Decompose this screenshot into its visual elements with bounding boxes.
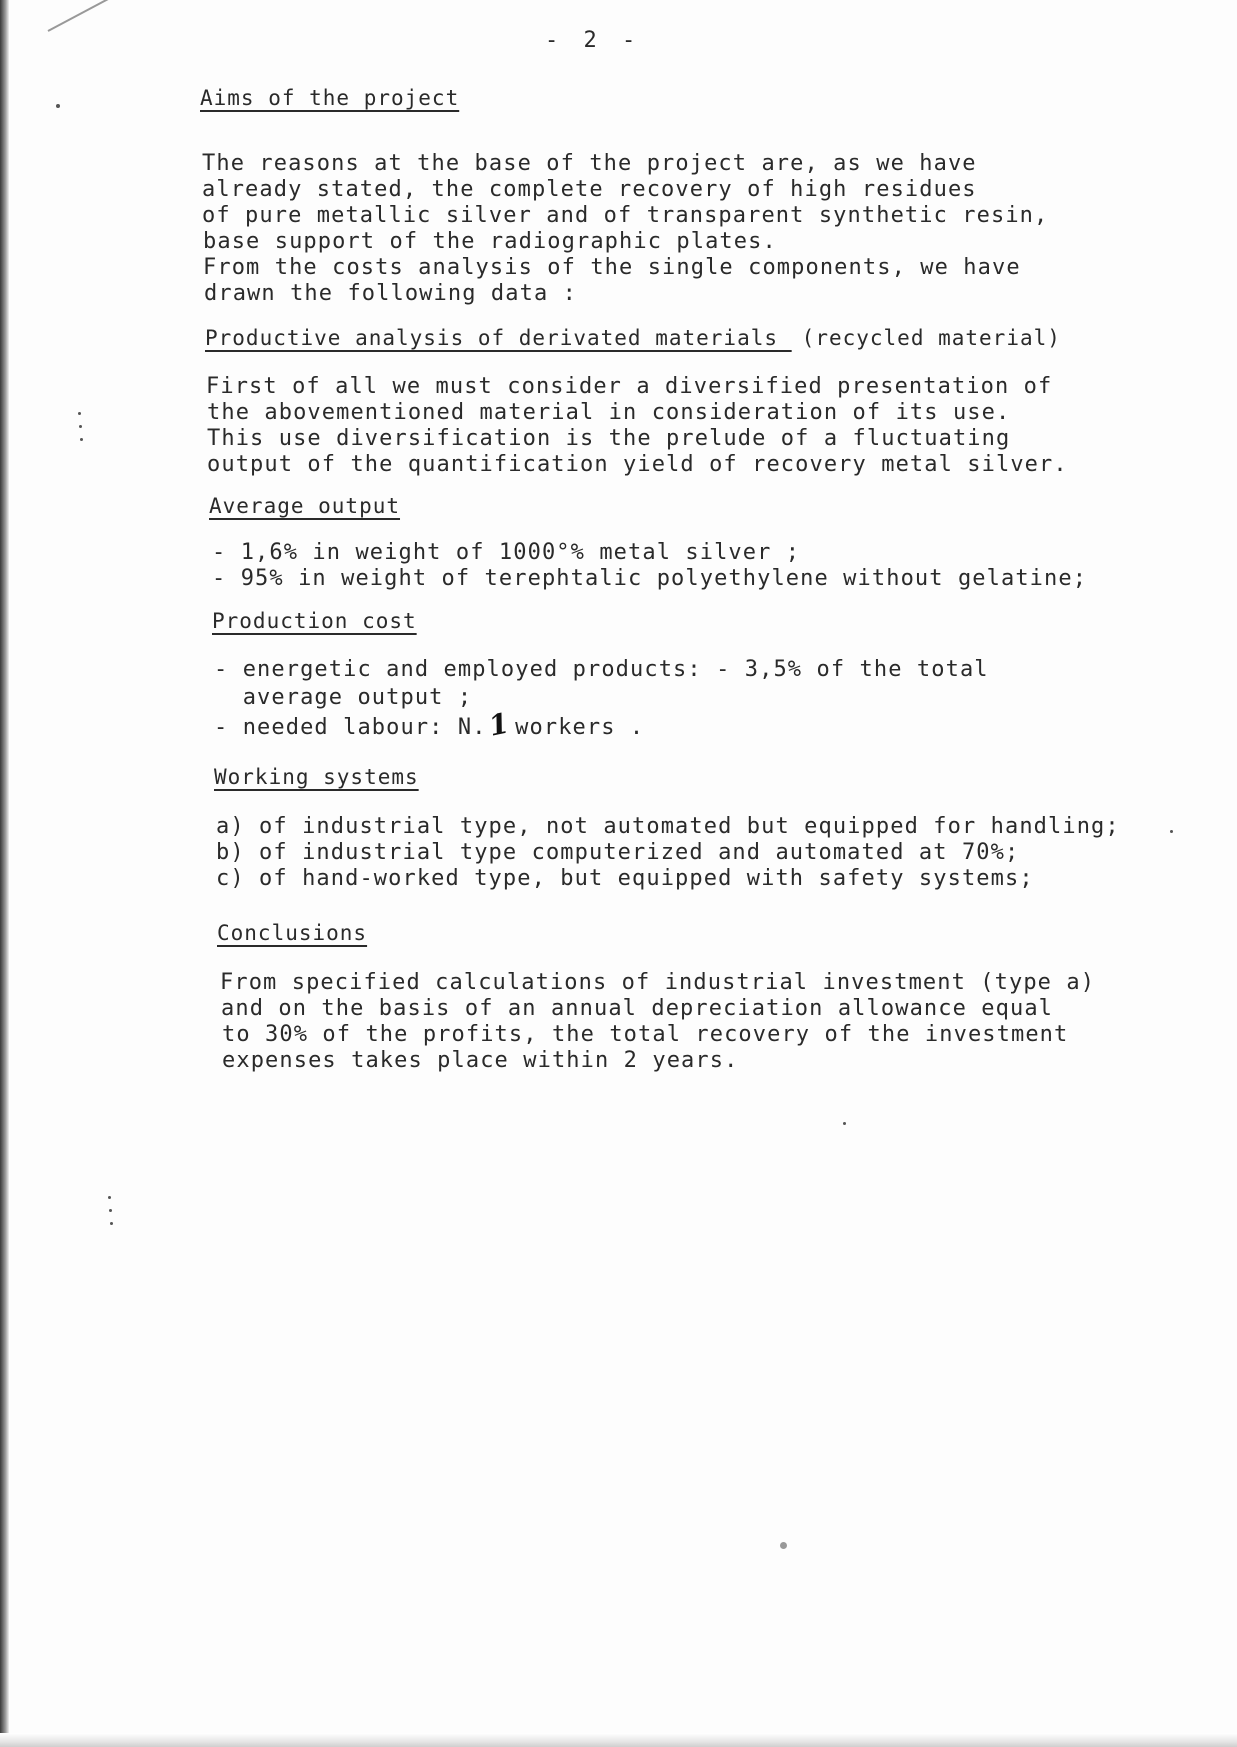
- scan-speck: [843, 1122, 846, 1125]
- scan-speck: [78, 412, 81, 415]
- conclusions-line: to 30% of the profits, the total recovery of the investment: [222, 1022, 1069, 1047]
- working-systems-line: a) of industrial type, not automated but equipped for handling;: [216, 814, 1120, 839]
- scan-scratch: [48, 0, 128, 32]
- conclusions-line: expenses takes place within 2 years.: [222, 1048, 739, 1073]
- handwritten-digit: 1: [485, 706, 513, 743]
- scan-speck: [1170, 830, 1173, 833]
- heading-productive-analysis: [205, 326, 1061, 350]
- heading-productive-note: (recycled material): [801, 326, 1061, 350]
- scan-edge-left: [0, 0, 9, 1747]
- heading-average-output: Average output: [209, 494, 401, 518]
- aims-line: base support of the radiographic plates.: [203, 229, 777, 254]
- productive-line: First of all we must consider a diversified presentation of: [206, 374, 1053, 399]
- aims-line: From the costs analysis of the single components, we have: [203, 255, 1021, 280]
- conclusions-line: From specified calculations of industrial investment (type a): [220, 970, 1096, 995]
- production-cost-labour-line: [214, 708, 644, 741]
- productive-line: the abovementioned material in consideration of its use.: [207, 400, 1011, 425]
- working-systems-line: b) of industrial type computerized and automated at 70%;: [216, 840, 1020, 865]
- scan-speck: [108, 1196, 111, 1199]
- working-systems-line: c) of hand-worked type, but equipped with safety systems;: [216, 866, 1034, 891]
- aims-line: of pure metallic silver and of transparent synthetic resin,: [202, 203, 1049, 228]
- average-output-line: - 95% in weight of terephtalic polyethylene without gelatine;: [212, 566, 1088, 591]
- productive-line: output of the quantification yield of recovery metal silver.: [207, 452, 1068, 477]
- aims-line: drawn the following data :: [204, 281, 577, 306]
- heading-aims: Aims of the project: [200, 86, 460, 110]
- average-output-line: - 1,6% in weight of 1000°% metal silver ;: [212, 540, 801, 565]
- heading-productive-text: Productive analysis of derivated materials: [205, 326, 779, 350]
- heading-production-cost: Production cost: [212, 609, 417, 633]
- aims-line: The reasons at the base of the project are, as we have: [202, 151, 977, 176]
- scan-speck: [109, 1209, 112, 1212]
- labour-suffix: workers .: [515, 715, 645, 740]
- production-cost-line: - energetic and employed products: - 3,5% of the total: [214, 657, 989, 682]
- page-number: - 2 -: [545, 28, 642, 53]
- scan-edge-bottom: [0, 1733, 1237, 1747]
- aims-line: already stated, the complete recovery of high residues: [202, 177, 977, 202]
- scan-speck: [110, 1222, 113, 1225]
- productive-line: This use diversification is the prelude of a fluctuating: [207, 426, 1011, 451]
- labour-text: - needed labour: N.: [214, 715, 487, 740]
- conclusions-line: and on the basis of an annual depreciation allowance equal: [221, 996, 1054, 1021]
- heading-conclusions: Conclusions: [217, 921, 368, 945]
- heading-working-systems: Working systems: [214, 765, 419, 789]
- production-cost-line: average output ;: [214, 685, 473, 710]
- scan-speck: [780, 1542, 787, 1549]
- scan-speck: [80, 438, 83, 441]
- scan-speck: [79, 425, 82, 428]
- scan-speck: [56, 104, 60, 108]
